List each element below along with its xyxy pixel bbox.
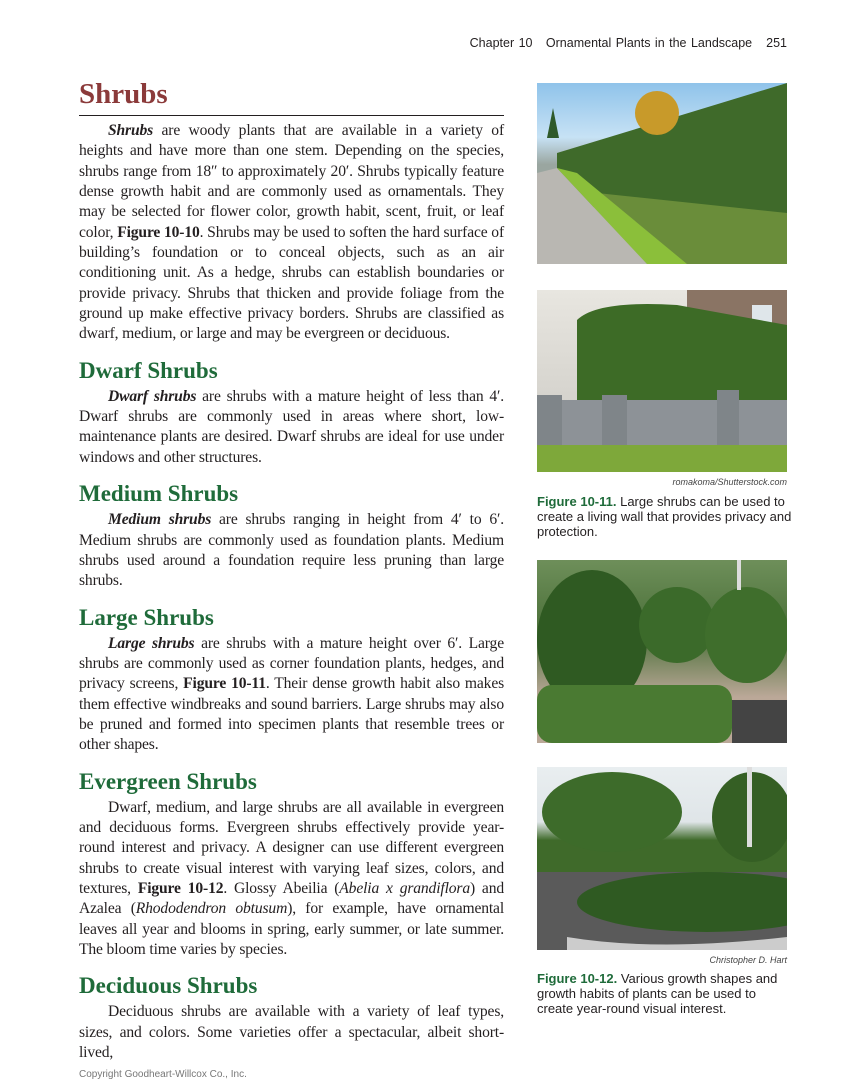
large-paragraph: Large shrubs are shrubs with a mature height over 6′. Large shrubs are commonly used as corner foundation plants, hedges, and privacy screens, Figure 10-11. Their dense growth habit also makes them effective windbreaks and sound barriers. Large shrubs may also be pruned and formed into specimen plants that resemble trees or other shapes. [79,634,505,754]
intro-paragraph: Shrubs are woody plants that are available in a variety of heights and have more than one stem. Depending on the species, shrubs range from 18″ to approximately 20′. Shrubs typically feature dense growth habit and are commonly used as ornamentals. They may be selected for flower color, growth habit, scent, fruit, or leaf color, Figure 10-10. Shrubs may be used to soften the hard surface of building’s foundation or to conceal objects, such as an air conditioning unit. As a hedge, shrubs can establish boundaries or provide privacy. Shrubs that thicken and provide foliage from the ground up make effective privacy borders. Shrubs are classified as dwarf, medium, or large and may be evergreen or deciduous. [79,122,504,343]
figure-caption: Figure 10-11. Large shrubs can be used to create a living wall that provides privacy and protection. [537,494,792,539]
copyright-footer: Copyright Goodheart-Willcox Co., Inc. [79,1069,247,1080]
figure-reference: Figure 10-12 [137,879,224,897]
dwarf-paragraph: Dwarf shrubs are shrubs with a mature height of less than 4′. Dwarf shrubs are commonly used in areas where short, low-maintenance plants are desired. Dwarf shrubs are ideal for use under windows and other structures. [79,387,505,466]
heading-deciduous-shrubs: Deciduous Shrubs [79,973,258,999]
heading-evergreen-shrubs: Evergreen Shrubs [79,768,257,794]
evergreen-paragraph: Dwarf, medium, and large shrubs are all available in evergreen and deciduous forms. Evergreen shrubs effectively provide year-round interest and privacy. A designer can use different evergreen shrubs to create visual interest with varying leaf sizes, colors, and textures, Figure 10-12. Glossy Abeilia (Abelia x grandiflora) and Azalea (Rhododendron obtusum), for example, have ornamental leaves all year and blooms in spring, early summer, or late summer. The bloom time varies by species. [79,798,505,958]
running-header [470,36,787,50]
photo-living-wall [537,290,787,472]
medium-paragraph: Medium shrubs are shrubs ranging in height from 4′ to 6′. Medium shrubs are commonly used as foundation plants. Medium shrubs used around a foundation require less pruning than large shrubs. [79,511,504,590]
heading-dwarf-shrubs: Dwarf Shrubs [79,357,218,383]
main-text-column [79,121,504,1063]
title-rule [79,115,504,116]
section-title: Shrubs [79,78,168,110]
page-number: 251 [766,36,787,50]
photo-landscape-island [537,767,787,950]
deciduous-paragraph: Deciduous shrubs are available with a variety of leaf types, sizes, and colors. Some varieties offer a spectacular, albeit short-lived, [79,1003,504,1062]
heading-medium-shrubs: Medium Shrubs [79,481,239,507]
figure-reference: Figure 10-11 [183,675,266,693]
photo-hedge-road [537,83,787,264]
photo-credit: Christopher D. Hart [709,955,787,965]
figure-caption: Figure 10-12. Various growth shapes and growth habits of plants can be used to create year-round visual interest. [537,971,778,1016]
chapter-number: Chapter 10 [469,36,533,50]
heading-large-shrubs: Large Shrubs [79,604,214,630]
photo-credit: romakoma/Shutterstock.com [672,477,787,487]
photo-rounded-shrubs [537,560,787,743]
chapter-title: Ornamental Plants in the Landscape [545,36,753,50]
figure-reference: Figure 10-10 [117,223,200,241]
